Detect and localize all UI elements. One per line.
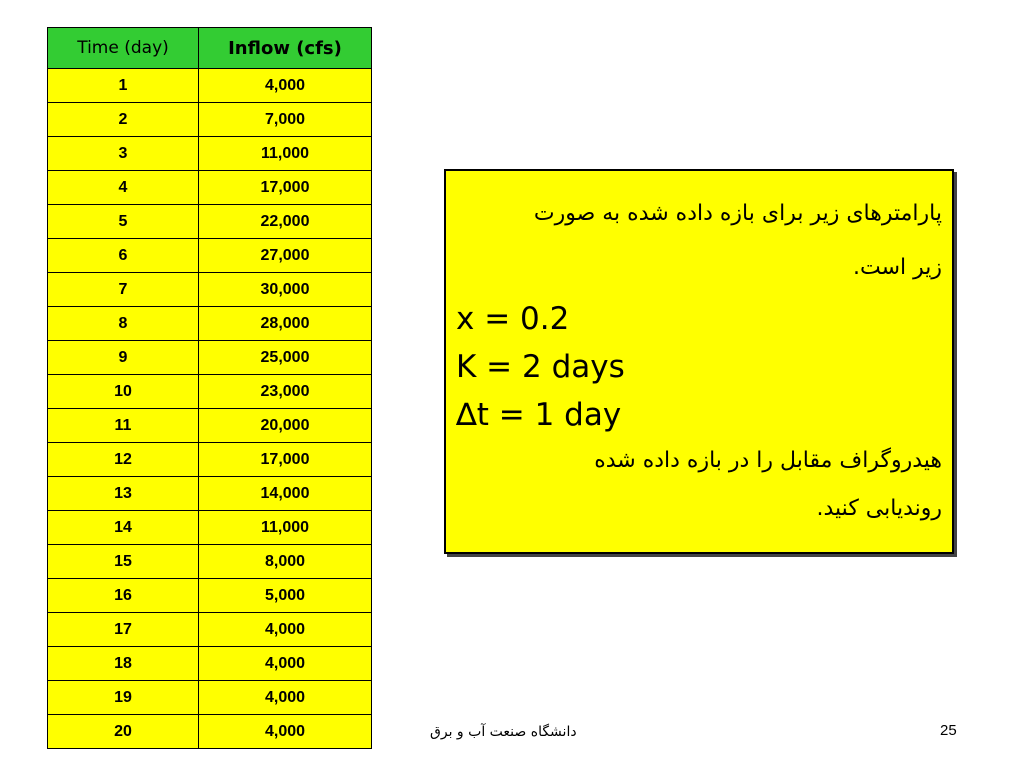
table-row	[48, 375, 372, 409]
time-cell: 17	[48, 613, 199, 647]
time-cell: 5	[48, 205, 199, 239]
inflow-cell: 4,000	[199, 715, 372, 749]
table-row	[48, 307, 372, 341]
table-row	[48, 69, 372, 103]
intro-text-line-1: پارامترهای زیر برای بازه داده شده به صورت	[533, 201, 942, 226]
time-cell: 14	[48, 511, 199, 545]
time-cell: 12	[48, 443, 199, 477]
inflow-cell: 25,000	[199, 341, 372, 375]
task-text-line-1: هیدروگراف مقابل را در بازه داده شده	[594, 448, 942, 473]
x-parameter: x = 0.2	[456, 301, 570, 337]
table-header-row	[48, 28, 372, 69]
inflow-cell: 8,000	[199, 545, 372, 579]
inflow-cell: 7,000	[199, 103, 372, 137]
table-row	[48, 103, 372, 137]
time-cell: 16	[48, 579, 199, 613]
table-row	[48, 443, 372, 477]
time-cell: 18	[48, 647, 199, 681]
inflow-cell: 30,000	[199, 273, 372, 307]
parameters-box	[444, 169, 954, 554]
time-cell: 3	[48, 137, 199, 171]
inflow-cell: 23,000	[199, 375, 372, 409]
time-cell: 20	[48, 715, 199, 749]
inflow-cell: 17,000	[199, 171, 372, 205]
time-cell: 8	[48, 307, 199, 341]
inflow-cell: 5,000	[199, 579, 372, 613]
inflow-cell: 4,000	[199, 647, 372, 681]
table-row	[48, 647, 372, 681]
inflow-cell: 22,000	[199, 205, 372, 239]
time-cell: 10	[48, 375, 199, 409]
table-row	[48, 545, 372, 579]
inflow-cell: 11,000	[199, 137, 372, 171]
inflow-cell: 4,000	[199, 613, 372, 647]
task-text-line-2: روندیابی کنید.	[816, 496, 942, 521]
time-cell: 15	[48, 545, 199, 579]
inflow-cell: 11,000	[199, 511, 372, 545]
inflow-cell: 20,000	[199, 409, 372, 443]
page-number: 25	[940, 722, 957, 739]
time-cell: 6	[48, 239, 199, 273]
time-cell: 19	[48, 681, 199, 715]
table-row	[48, 205, 372, 239]
time-cell: 1	[48, 69, 199, 103]
inflow-cell: 27,000	[199, 239, 372, 273]
intro-text-line-2: زیر است.	[852, 255, 942, 280]
table-row	[48, 341, 372, 375]
time-cell: 13	[48, 477, 199, 511]
inflow-cell: 4,000	[199, 681, 372, 715]
table-row	[48, 511, 372, 545]
table-row	[48, 477, 372, 511]
table-row	[48, 137, 372, 171]
table-body	[48, 69, 372, 749]
table-row	[48, 579, 372, 613]
dt-parameter: ∆t = 1 day	[456, 397, 622, 433]
table-row	[48, 409, 372, 443]
table-row	[48, 681, 372, 715]
time-column-header: Time (day)	[48, 28, 199, 69]
table-row	[48, 171, 372, 205]
inflow-cell: 14,000	[199, 477, 372, 511]
inflow-column-header: Inflow (cfs)	[199, 28, 372, 69]
k-parameter: K = 2 days	[456, 349, 625, 385]
inflow-table-container	[47, 27, 372, 749]
time-cell: 11	[48, 409, 199, 443]
table-row	[48, 715, 372, 749]
time-cell: 2	[48, 103, 199, 137]
footer-university-name: دانشگاه صنعت آب و برق	[430, 724, 577, 740]
inflow-cell: 28,000	[199, 307, 372, 341]
inflow-cell: 17,000	[199, 443, 372, 477]
table-row	[48, 239, 372, 273]
inflow-table	[47, 27, 372, 749]
table-row	[48, 613, 372, 647]
time-cell: 7	[48, 273, 199, 307]
time-cell: 9	[48, 341, 199, 375]
time-cell: 4	[48, 171, 199, 205]
table-row	[48, 273, 372, 307]
inflow-cell: 4,000	[199, 69, 372, 103]
